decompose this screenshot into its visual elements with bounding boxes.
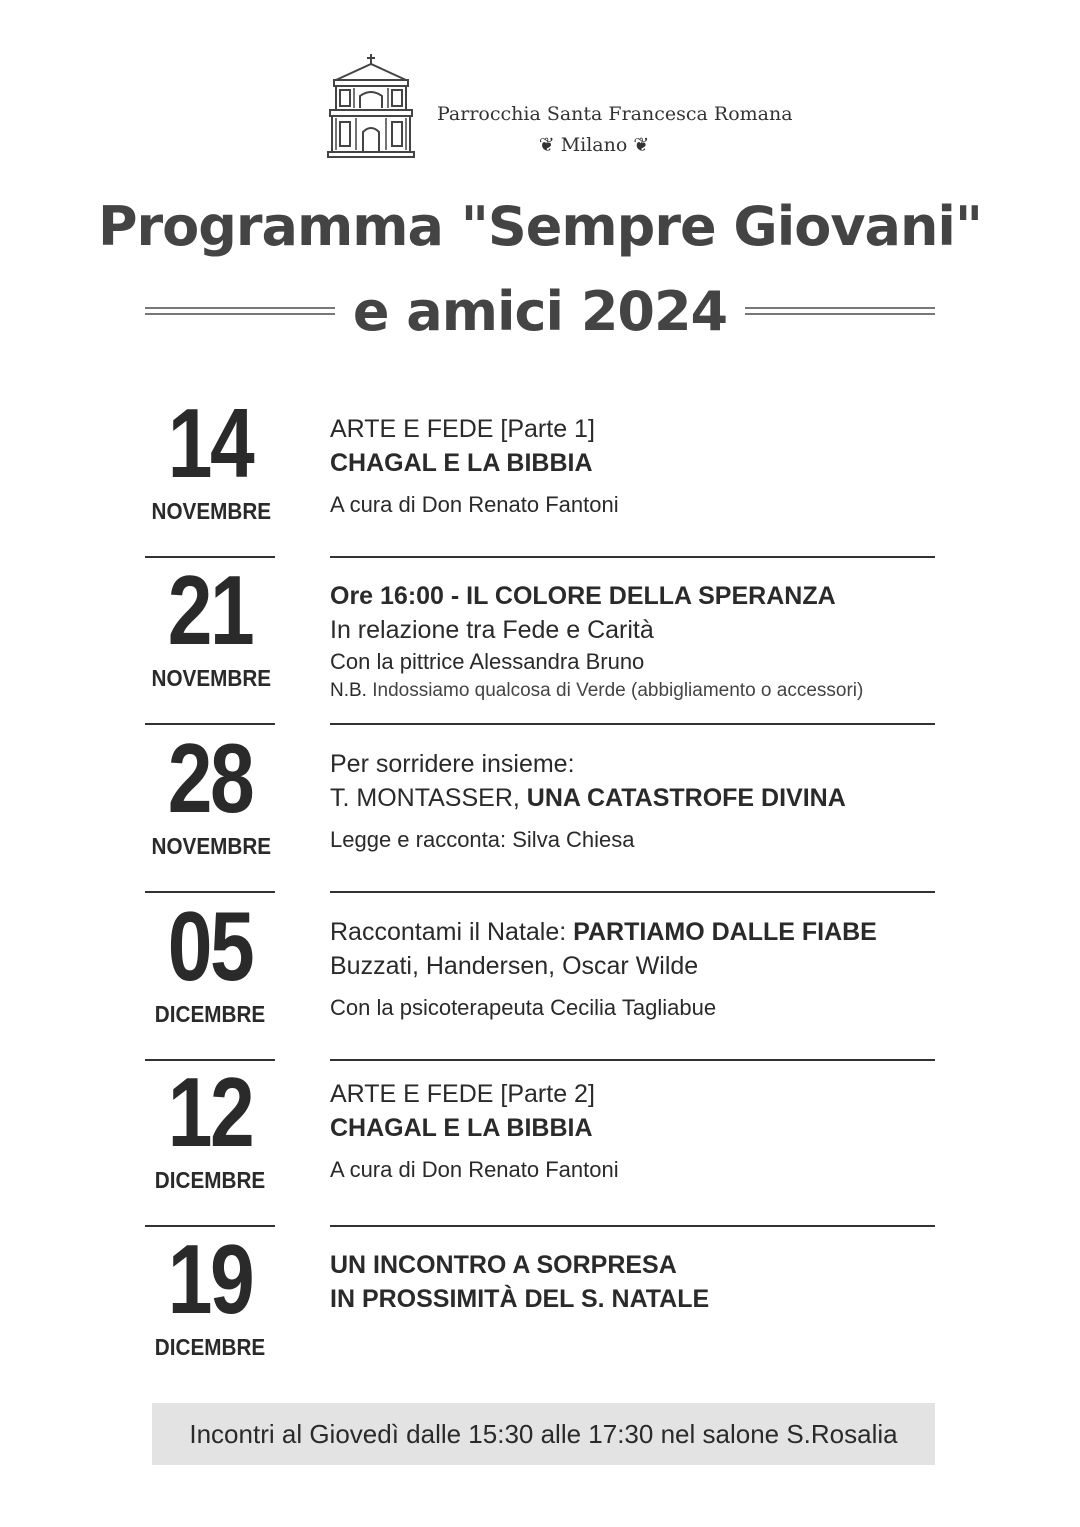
- event-month: DICEMBRE: [154, 1334, 266, 1360]
- parish-city: [437, 134, 751, 156]
- event-line-1: Ore 16:00 - IL COLORE DELLA SPERANZA: [330, 582, 836, 610]
- event-line-3: A cura di Don Renato Fantoni: [330, 1157, 619, 1182]
- event-day: 05: [167, 891, 253, 1001]
- event-item: [145, 725, 935, 893]
- event-description: [330, 1248, 935, 1316]
- page-title-row: [145, 280, 935, 342]
- event-item: [145, 893, 935, 1061]
- event-date: [145, 1226, 275, 1361]
- event-line-3: Con la pittrice Alessandra Bruno: [330, 649, 645, 674]
- event-line-1: ARTE E FEDE [Parte 2]: [330, 1080, 595, 1108]
- title-rule-right: [745, 307, 935, 315]
- event-line-1: ARTE E FEDE [Parte 1]: [330, 415, 595, 443]
- event-line-1-bold: PARTIAMO DALLE FIABE: [573, 918, 877, 946]
- event-month: DICEMBRE: [154, 1167, 266, 1193]
- event-date: [145, 1059, 275, 1194]
- event-line-1: UN INCONTRO A SORPRESA: [330, 1251, 677, 1279]
- header: [0, 48, 1080, 168]
- event-date: [145, 557, 275, 692]
- event-line-1: Per sorridere insieme:: [330, 750, 575, 778]
- title-rule-left: [145, 307, 335, 315]
- note-text: Indossiamo qualcosa di Verde (abbigliamento o accessori): [372, 680, 864, 701]
- event-month: DICEMBRE: [154, 1001, 266, 1027]
- event-item: [145, 390, 935, 558]
- event-day: 14: [167, 388, 253, 498]
- church-facade-logo: [326, 52, 416, 158]
- event-line-2: Buzzati, Handersen, Oscar Wilde: [330, 952, 699, 980]
- city-name: Milano: [560, 134, 628, 156]
- event-line-2-plain: T. MONTASSER,: [330, 784, 520, 812]
- event-item: [145, 1059, 935, 1227]
- event-line-2: In relazione tra Fede e Carità: [330, 616, 654, 644]
- note-label: N.B.: [330, 680, 367, 701]
- event-description: [330, 579, 935, 705]
- event-item: [145, 557, 935, 725]
- event-line-2: IN PROSSIMITÀ DEL S. NATALE: [330, 1285, 710, 1313]
- event-note: [330, 677, 935, 705]
- page-title-line-2: e amici 2024: [352, 279, 728, 343]
- event-date: [145, 390, 275, 525]
- event-month: NOVEMBRE: [151, 498, 272, 524]
- event-line-1: [330, 915, 935, 949]
- event-line-2: CHAGAL E LA BIBBIA: [330, 1114, 593, 1142]
- event-line-2: CHAGAL E LA BIBBIA: [330, 449, 593, 477]
- event-description: [330, 412, 935, 520]
- event-month: NOVEMBRE: [151, 665, 272, 691]
- event-day: 21: [167, 555, 253, 665]
- event-date: [145, 893, 275, 1028]
- event-line-2-bold: UNA CATASTROFE DIVINA: [526, 784, 846, 812]
- event-day: 28: [167, 723, 253, 833]
- event-line-1-plain: Raccontami il Natale:: [330, 918, 567, 946]
- page-title-line-1: Programma "Sempre Giovani": [97, 195, 983, 258]
- event-day: 19: [167, 1224, 253, 1334]
- event-day: 12: [167, 1057, 253, 1167]
- ornament-right-icon: ❦: [633, 134, 650, 156]
- event-line-2: [330, 781, 935, 815]
- event-description: [330, 747, 935, 855]
- event-line-3: Con la psicoterapeuta Cecilia Tagliabue: [330, 995, 717, 1020]
- schedule-footer: [152, 1403, 935, 1465]
- event-line-3: A cura di Don Renato Fantoni: [330, 492, 619, 517]
- event-month: NOVEMBRE: [151, 833, 272, 859]
- event-description: [330, 915, 935, 1023]
- footer-text: Incontri al Giovedì dalle 15:30 alle 17:30 nel salone S.Rosalia: [189, 1418, 898, 1449]
- event-item: [145, 1226, 935, 1394]
- event-description: [330, 1077, 935, 1185]
- event-date: [145, 725, 275, 860]
- event-line-3: Legge e racconta: Silva Chiesa: [330, 827, 635, 852]
- parish-name: Parrocchia Santa Francesca Romana: [437, 103, 793, 125]
- ornament-left-icon: ❦: [538, 134, 555, 156]
